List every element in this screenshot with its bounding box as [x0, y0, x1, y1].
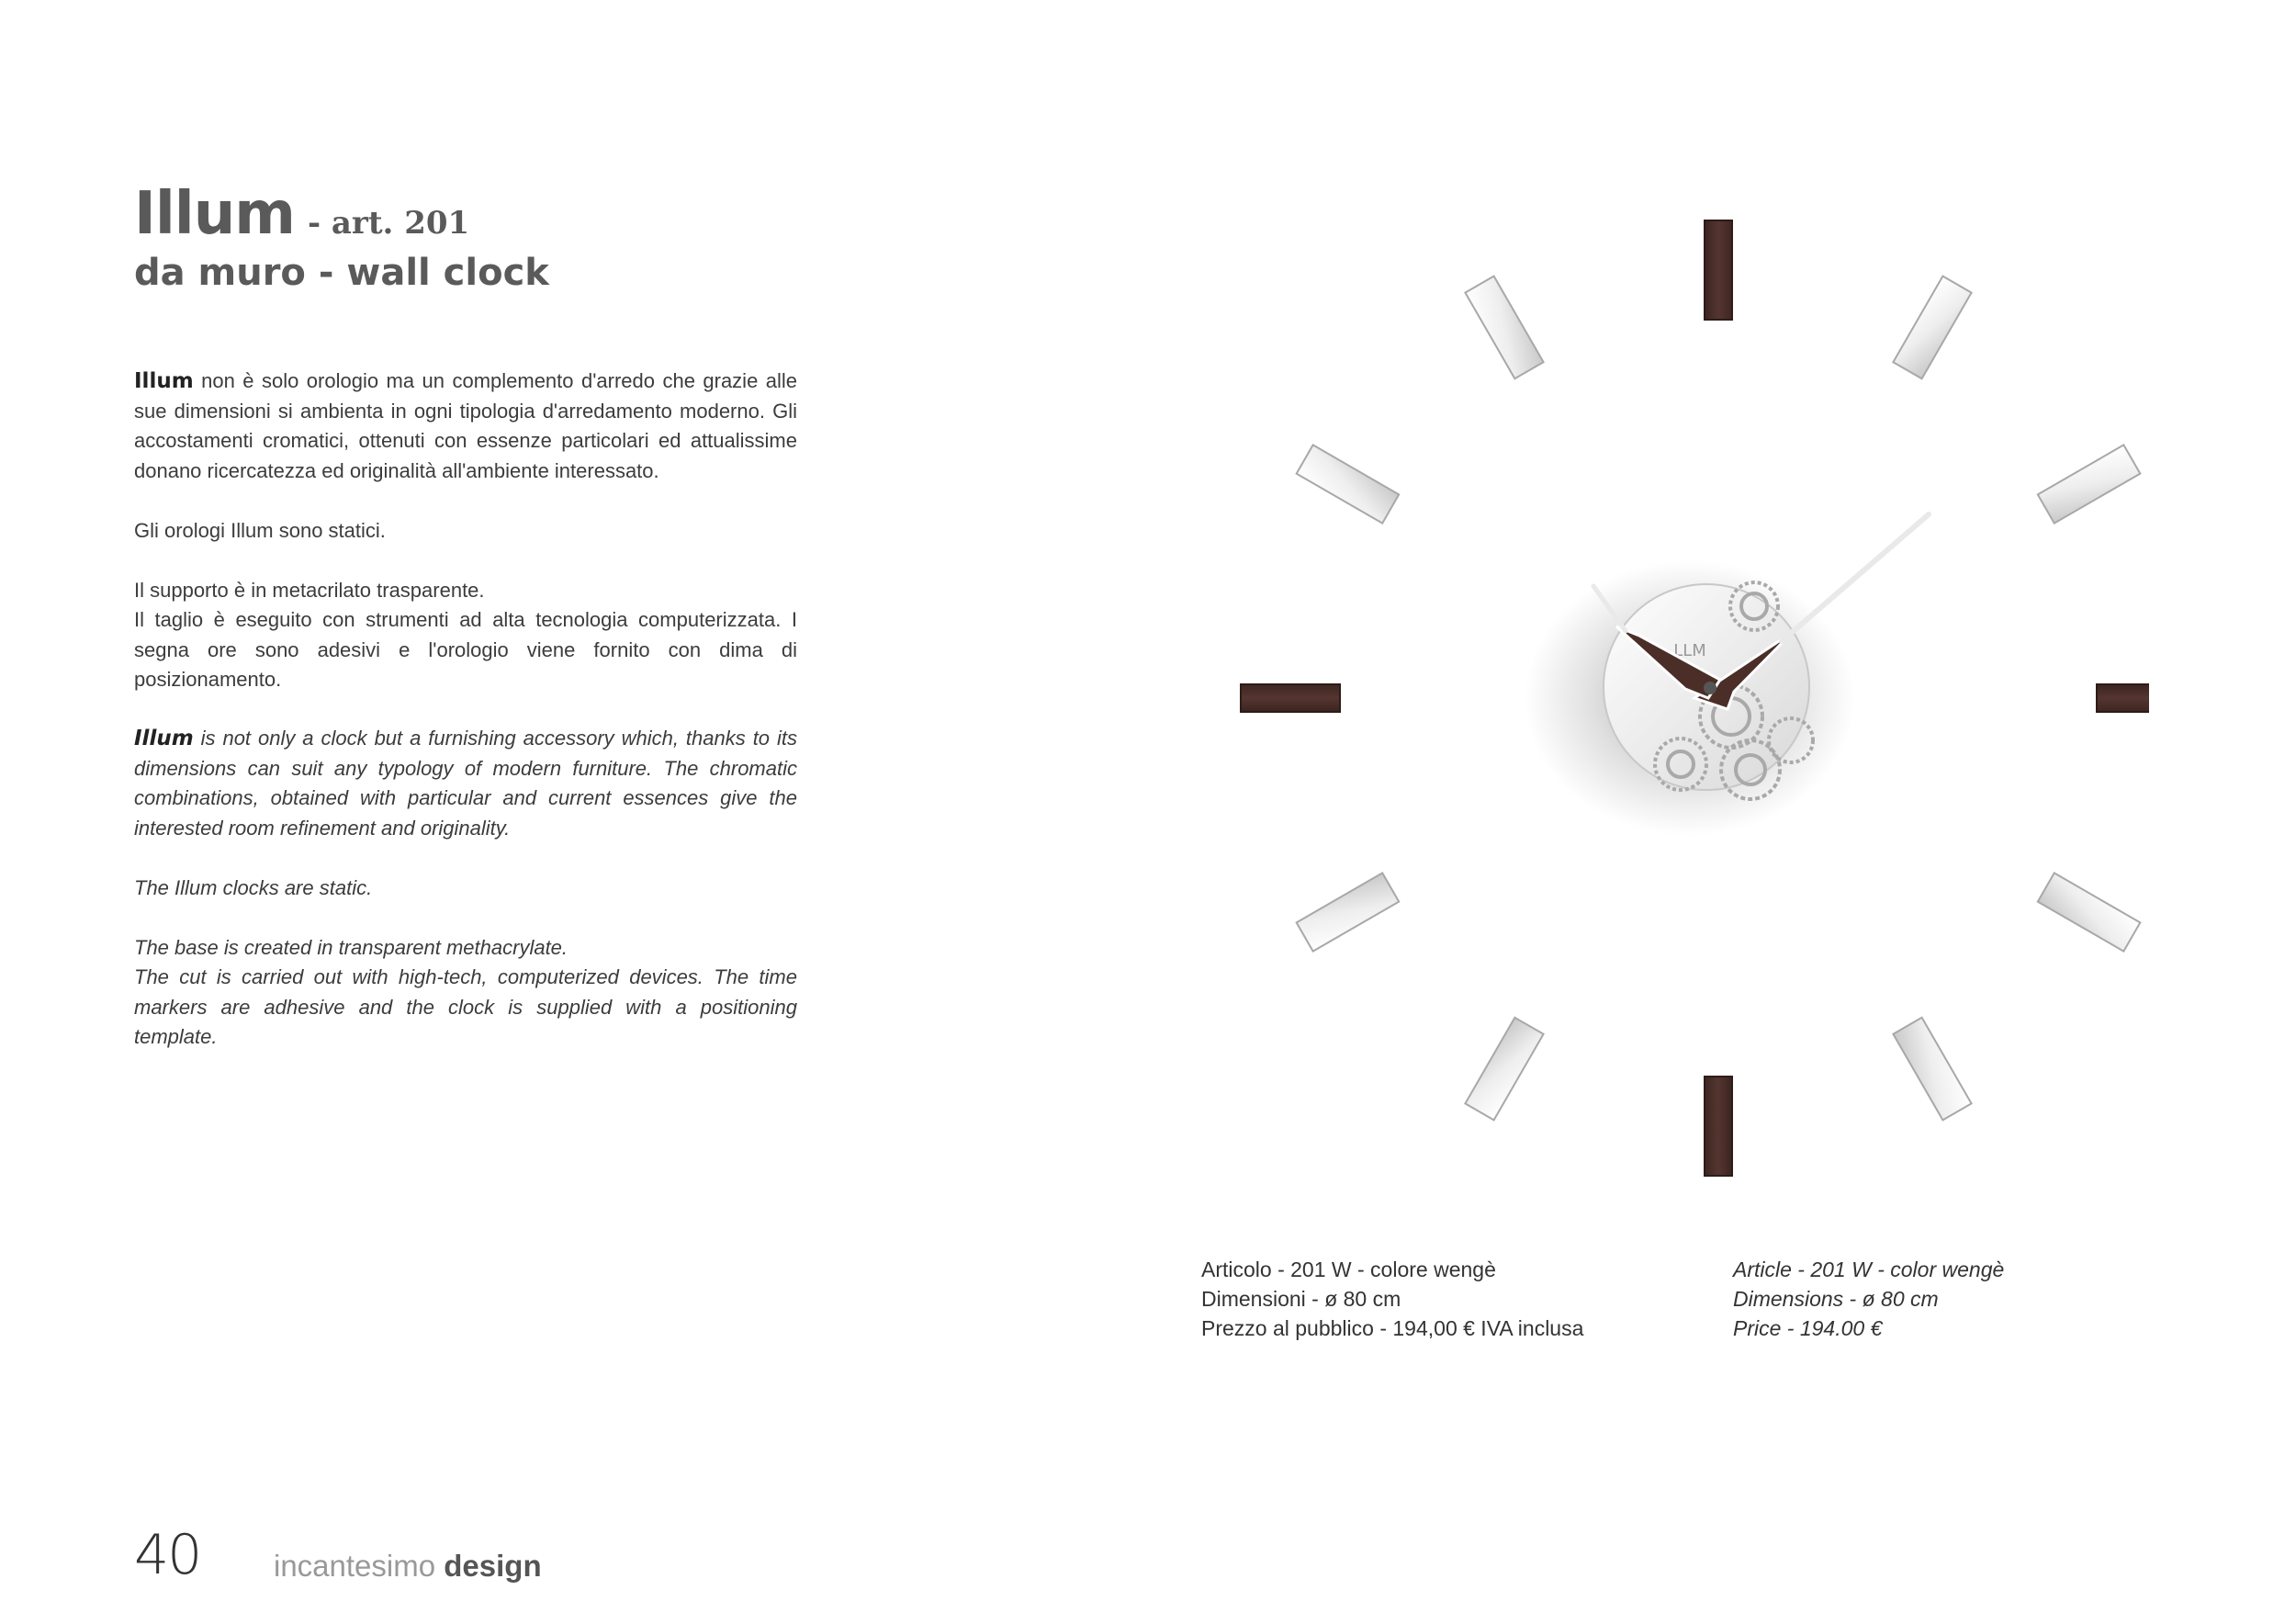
italian-paragraph-1 — [134, 367, 797, 486]
english-paragraph-1 — [134, 724, 797, 843]
spec-article-it: Articolo - 201 W - colore wengè — [1201, 1257, 1496, 1281]
article-number: - art. 201 — [307, 205, 470, 242]
brand-footer — [274, 1549, 542, 1584]
brand-light: incantesimo — [274, 1549, 445, 1583]
page-title — [134, 180, 549, 248]
english-paragraph-2: The Illum clocks are static. — [134, 875, 373, 899]
hour-marker-white — [2038, 873, 2141, 951]
italian-p3b: Il taglio è eseguito con strumenti ad alta tecnologia computerizzata. I segna ore sono adesivi e l'orologio viene fornito con dima di posizionamento. — [134, 608, 797, 691]
hour-marker-white — [1465, 276, 1543, 379]
brand-bold: design — [444, 1549, 542, 1583]
page-subtitle: da muro - wall clock — [134, 252, 549, 294]
english-description — [134, 724, 797, 1082]
minute-hand-tip — [1782, 514, 1929, 641]
english-lead: Illum — [134, 727, 194, 750]
hour-marker-wood — [1241, 684, 1340, 712]
specs-italian — [1201, 1255, 1583, 1343]
hour-marker-wood — [1705, 220, 1732, 320]
spec-price-it: Prezzo al pubblico - 194,00 € IVA inclusa — [1201, 1316, 1584, 1340]
clock-mechanism — [1525, 514, 1929, 836]
english-p1-text: is not only a clock but a furnishing accessory which, thanks to its dimensions can suit any typology of modern furniture. The chromatic combinations, obtained with particular and current essences give the interested room refinement and originality. — [134, 727, 797, 840]
italian-paragraph-2: Gli orologi Illum sono statici. — [134, 518, 386, 542]
specs-english — [1733, 1255, 2004, 1343]
spec-dimensions-it: Dimensioni - ø 80 cm — [1201, 1287, 1401, 1311]
spec-price-en: Price - 194.00 € — [1733, 1316, 1883, 1340]
italian-description — [134, 367, 797, 725]
english-p3b: The cut is carried out with high-tech, computerized devices. The time markers are adhesive and the clock is supplied with a positioning template. — [134, 965, 797, 1048]
english-p3a: The base is created in transparent methacrylate. — [134, 935, 568, 959]
hour-marker-white — [1465, 1018, 1543, 1121]
title-block — [134, 180, 549, 294]
english-paragraph-3 — [134, 933, 797, 1053]
hour-marker-white — [1297, 445, 1400, 523]
hour-marker-wood — [2097, 684, 2149, 712]
italian-p1-text: non è solo orologio ma un complemento d'arredo che grazie alle sue dimensioni si ambienta in ogni tipologia d'arredamento moderno. Gli accostamenti cromatici, ottenuti con essenze particolari ed attualissime donano ricercatezza ed originalità all'ambiente interessato. — [134, 369, 797, 482]
italian-paragraph-3 — [134, 576, 797, 695]
wall-clock-image — [1231, 202, 2149, 1212]
clock-logo: LLM — [1673, 641, 1706, 660]
center-pin — [1704, 682, 1716, 694]
hour-marker-white — [1893, 1018, 1971, 1121]
italian-lead: Illum — [134, 369, 194, 393]
hour-marker-white — [1297, 873, 1400, 951]
spec-dimensions-en: Dimensions - ø 80 cm — [1733, 1287, 1939, 1311]
hour-marker-white — [2038, 445, 2141, 523]
italian-p3a: Il supporto è in metacrilato trasparente. — [134, 578, 485, 602]
hour-marker-white — [1893, 276, 1971, 379]
hour-marker-wood — [1705, 1077, 1732, 1176]
spec-article-en: Article - 201 W - color wengè — [1733, 1257, 2005, 1281]
product-name: Illum — [134, 180, 295, 248]
page-number: 40 — [134, 1523, 201, 1587]
